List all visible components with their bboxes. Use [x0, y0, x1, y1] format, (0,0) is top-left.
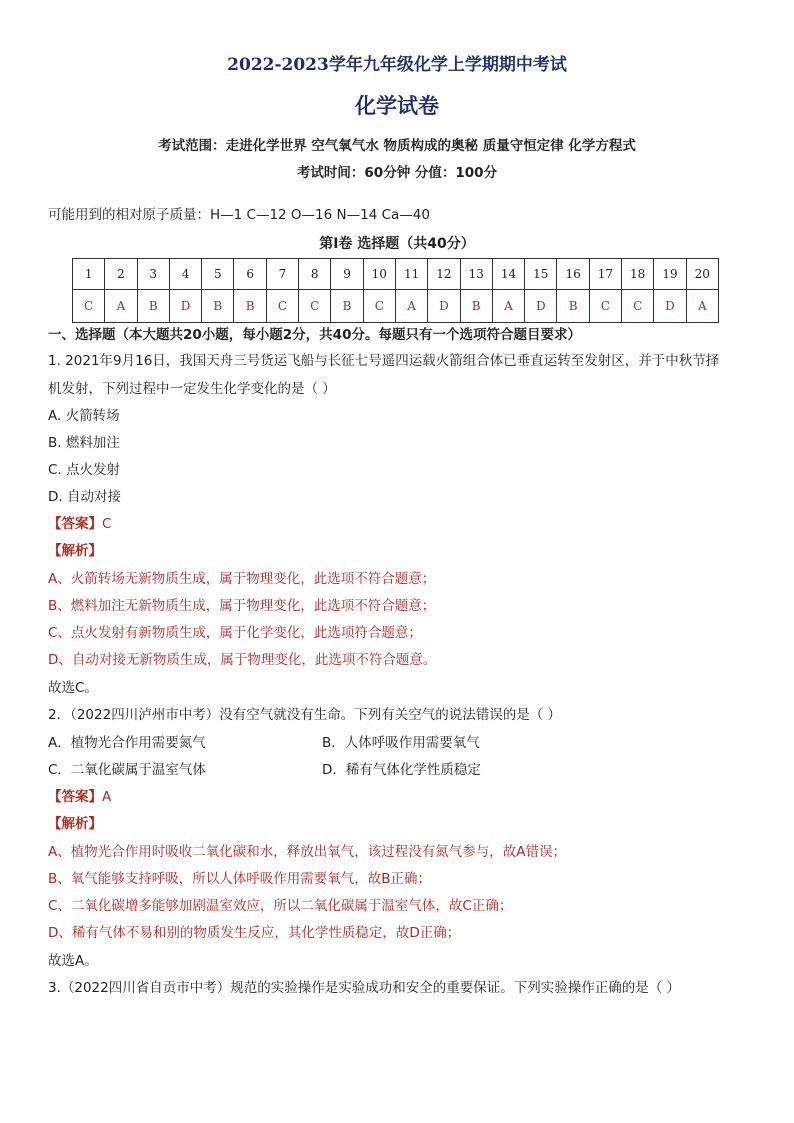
answer-cell: C	[589, 290, 621, 323]
answer-cell: A	[395, 290, 427, 323]
q1-option-d: D. 自动对接	[48, 489, 121, 505]
question-number-cell: 13	[460, 259, 492, 290]
q2-option-d: D．稀有气体化学性质稳定	[322, 762, 481, 778]
q2-analysis-a: A、植物光合作用时吸收二氧化碳和水，释放出氧气，该过程没有氮气参与，故A错误；	[48, 844, 566, 860]
question-number-cell: 19	[654, 259, 686, 290]
answer-cell: C	[363, 290, 395, 323]
answer-label: 【答案】	[48, 789, 102, 805]
q2-analysis-c: C、二氧化碳增多能够加剧温室效应，所以二氧化碳属于温室气体，故C正确；	[48, 898, 513, 914]
answer-cell: A	[492, 290, 524, 323]
question-number-cell: 3	[137, 259, 169, 290]
answer-cell: C	[299, 290, 331, 323]
exam-time-score: 考试时间：60分钟 分值：100分	[296, 165, 498, 181]
q3-stem: 3.（2022四川省自贡市中考）规范的实验操作是实验成功和安全的重要保证。下列实验操作正确的是（ ）	[48, 980, 681, 996]
q1-stem-line2: 机发射，下列过程中一定发生化学变化的是（ ）	[48, 381, 336, 397]
answer-value: C	[102, 516, 112, 532]
answer-cell: C	[266, 290, 298, 323]
question-number-cell: 1	[73, 259, 105, 290]
question-number-cell: 8	[299, 259, 331, 290]
answer-cell: C	[622, 290, 654, 323]
q1-stem-line1: 1. 2021年9月16日，我国天舟三号货运飞船与长征七号遥四运载火箭组合体已垂直运转至发射区，并于中秋节择	[48, 353, 720, 369]
question-number-cell: 10	[363, 259, 395, 290]
answer-cell: C	[73, 290, 105, 323]
q1-analysis-a: A、火箭转场无新物质生成，属于物理变化，此选项不符合题意；	[48, 571, 436, 587]
exam-subtitle: 化学试卷	[355, 93, 439, 118]
answer-cell: D	[525, 290, 557, 323]
answer-cell: D	[428, 290, 460, 323]
part1-heading: 一、选择题（本大题共20小题，每小题2分，共40分。每题只有一个选项符合题目要求）	[48, 327, 581, 343]
answer-table-number-row	[73, 259, 719, 290]
question-number-cell: 2	[105, 259, 137, 290]
answer-cell: B	[460, 290, 492, 323]
answer-label: 【答案】	[48, 516, 102, 532]
answer-cell: B	[137, 290, 169, 323]
section1-title: 第Ⅰ卷 选择题（共40分）	[319, 236, 475, 252]
question-number-cell: 14	[492, 259, 524, 290]
q1-analysis-c: C、点火发射有新物质生成，属于化学变化，此选项符合题意；	[48, 625, 422, 641]
answer-value: A	[102, 789, 112, 805]
question-number-cell: 20	[686, 259, 718, 290]
q1-analysis-label: 【解析】	[48, 543, 102, 559]
exam-title: 2022-2023学年九年级化学上学期期中考试	[227, 55, 567, 75]
question-number-cell: 6	[234, 259, 266, 290]
q2-stem: 2．（2022四川泸州市中考）没有空气就没有生命。下列有关空气的说法错误的是（ ）	[48, 707, 561, 723]
q2-option-c: C．二氧化碳属于温室气体	[48, 762, 206, 778]
q2-conclusion: 故选A。	[48, 953, 98, 969]
q2-option-a: A．植物光合作用需要氮气	[48, 735, 206, 751]
q1-option-a: A. 火箭转场	[48, 408, 120, 424]
answer-table	[72, 258, 719, 323]
question-number-cell: 17	[589, 259, 621, 290]
answer-cell: A	[686, 290, 718, 323]
question-number-cell: 9	[331, 259, 363, 290]
question-number-cell: 12	[428, 259, 460, 290]
question-number-cell: 7	[266, 259, 298, 290]
q2-analysis-d: D、稀有气体不易和别的物质发生反应，其化学性质稳定，故D正确；	[48, 925, 461, 941]
q2-analysis-b: B、氧气能够支持呼吸，所以人体呼吸作用需要氧气，故B正确；	[48, 871, 432, 887]
question-number-cell: 11	[395, 259, 427, 290]
answer-cell: A	[105, 290, 137, 323]
q1-option-b: B. 燃料加注	[48, 435, 120, 451]
answer-cell: D	[169, 290, 201, 323]
question-number-cell: 18	[622, 259, 654, 290]
q1-conclusion: 故选C。	[48, 680, 98, 696]
question-number-cell: 4	[169, 259, 201, 290]
atomic-masses: 可能用到的相对原子质量：H—1 C—12 O—16 N—14 Ca—40	[48, 207, 430, 223]
q2-analysis-label: 【解析】	[48, 816, 102, 832]
answer-cell: D	[654, 290, 686, 323]
q2-option-b: B．人体呼吸作用需要氧气	[322, 735, 480, 751]
answer-table-answer-row	[73, 290, 719, 323]
q1-option-c: C. 点火发射	[48, 462, 121, 478]
question-number-cell: 15	[525, 259, 557, 290]
question-number-cell: 16	[557, 259, 589, 290]
question-number-cell: 5	[202, 259, 234, 290]
answer-cell: B	[331, 290, 363, 323]
answer-cell: B	[557, 290, 589, 323]
exam-scope: 考试范围：走进化学世界 空气氧气水 物质构成的奥秘 质量守恒定律 化学方程式	[158, 138, 636, 154]
q1-analysis-b: B、燃料加注无新物质生成，属于物理变化，此选项不符合题意；	[48, 598, 436, 614]
answer-cell: B	[234, 290, 266, 323]
q2-answer	[48, 788, 111, 806]
answer-cell: B	[202, 290, 234, 323]
q1-analysis-d: D、自动对接无新物质生成，属于物理变化，此选项不符合题意。	[48, 652, 437, 668]
q1-answer	[48, 515, 111, 533]
